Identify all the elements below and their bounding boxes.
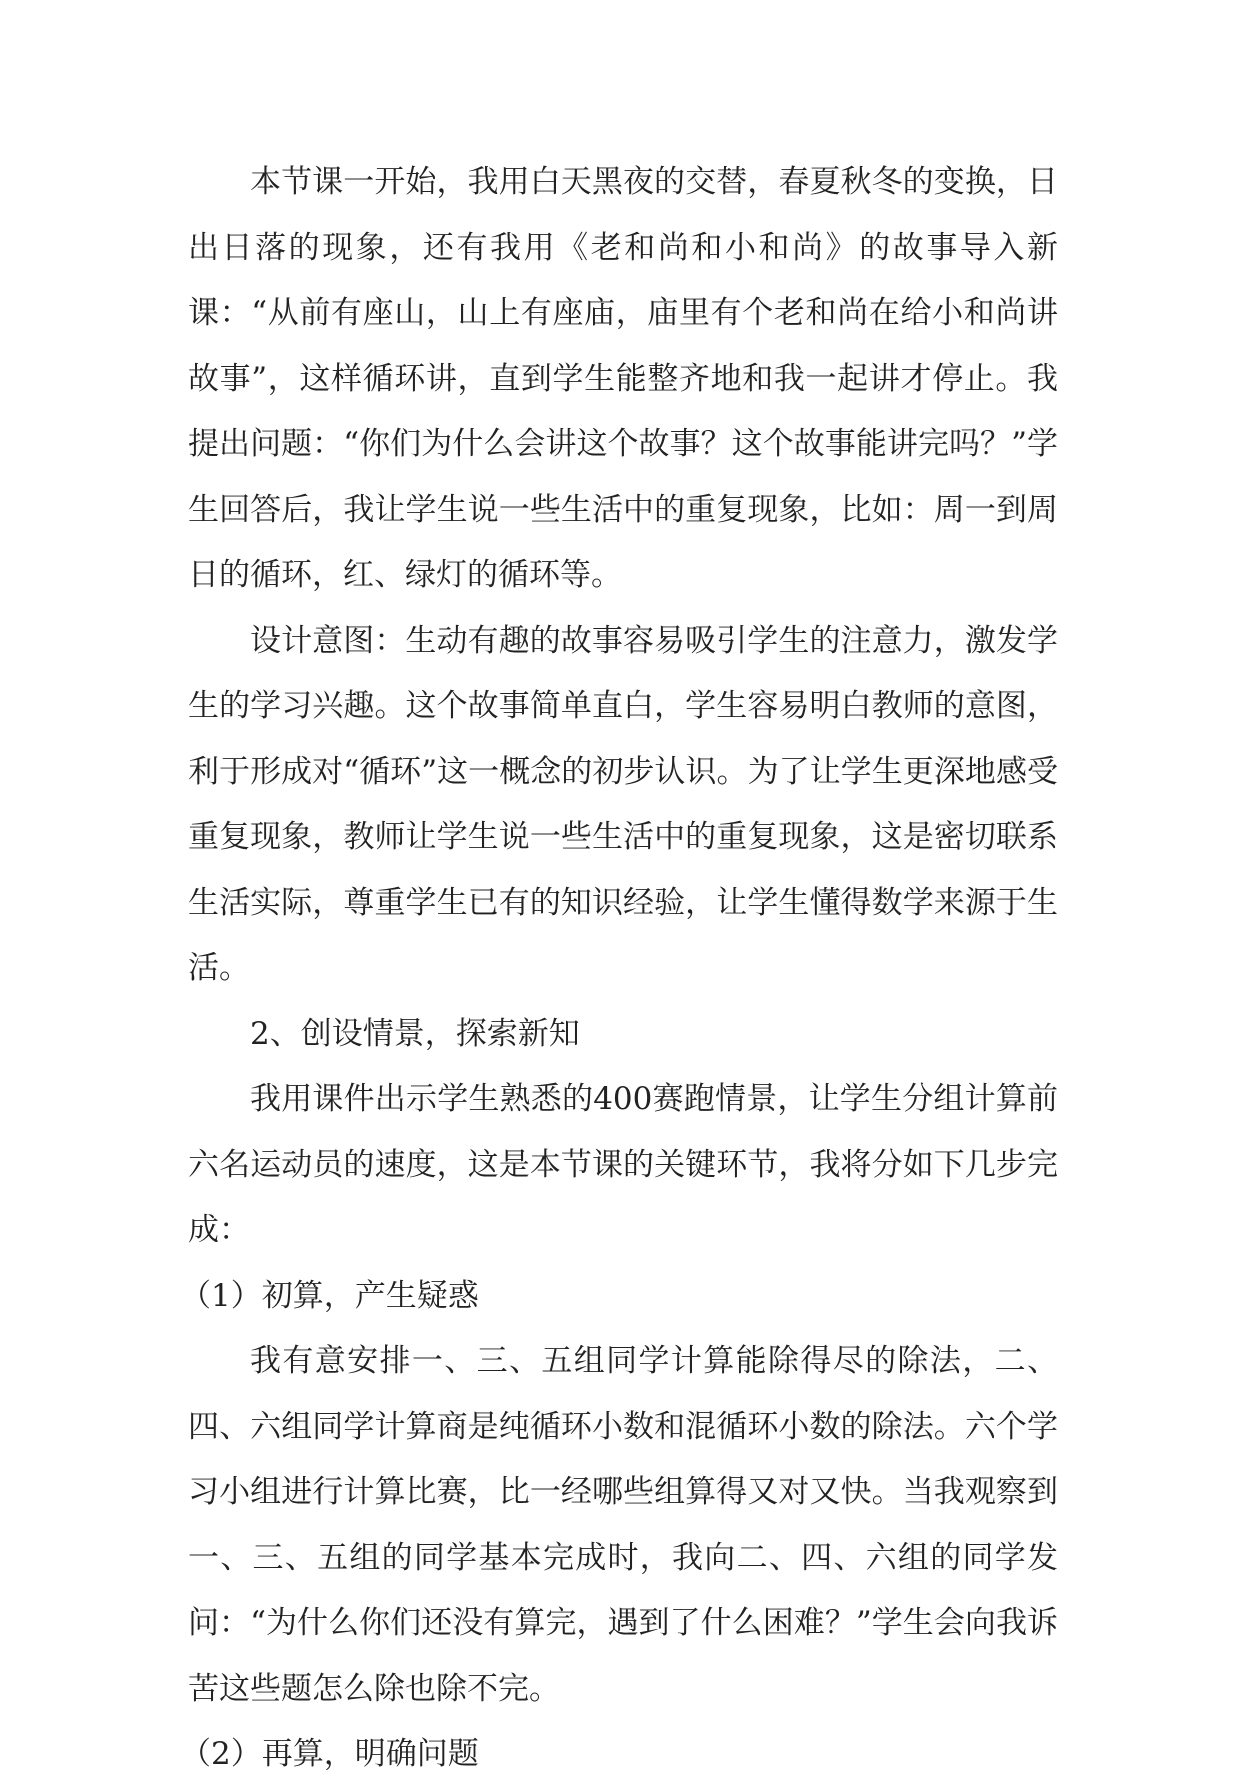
- document-body: [180, 150, 1058, 1788]
- step1-heading: （1）初算，产生疑惑: [180, 1277, 479, 1314]
- paragraph-design-intent: 设计意图：生动有趣的故事容易吸引学生的注意力，激发学生的学习兴趣。这个故事简单直白，学生容易明白教师的意图，利于形成对“循环”这一概念的初步认识。为了让学生更深地感受重复现象，教师让学生说一些生活中的重复现象，这是密切联系生活实际，尊重学生已有的知识经验，让学生懂得数学来源于生活。: [188, 622, 1058, 986]
- step1-paragraph: 我有意安排一、三、五组同学计算能除得尽的除法，二、四、六组同学计算商是纯循环小数和混循环小数的除法。六个学习小组进行计算比赛，比一经哪些组算得又对又快。当我观察到一、三、五组的同学基本完成时，我向二、四、六组的同学发问：“为什么你们还没有算完，遇到了什么困难？”学生会向我诉苦这些题怎么除也除不完。: [188, 1343, 1058, 1707]
- section-heading: 2、创设情景，探索新知: [250, 1015, 580, 1052]
- section-paragraph: 我用课件出示学生熟悉的400赛跑情景，让学生分组计算前六名运动员的速度，这是本节课的关键环节，我将分如下几步完成：: [188, 1081, 1058, 1248]
- step2-heading: （2）再算，明确问题: [180, 1736, 479, 1772]
- paragraph-intro: 本节课一开始，我用白天黑夜的交替，春夏秋冬的变换，日出日落的现象，还有我用《老和尚和小和尚》的故事导入新课：“从前有座山，山上有座庙，庙里有个老和尚在给小和尚讲故事”，这样循环讲，直到学生能整齐地和我一起讲才停止。我提出问题：“你们为什么会讲这个故事？这个故事能讲完吗？”学生回答后，我让学生说一些生活中的重复现象，比如：周一到周日的循环，红、绿灯的循环等。: [188, 164, 1058, 593]
